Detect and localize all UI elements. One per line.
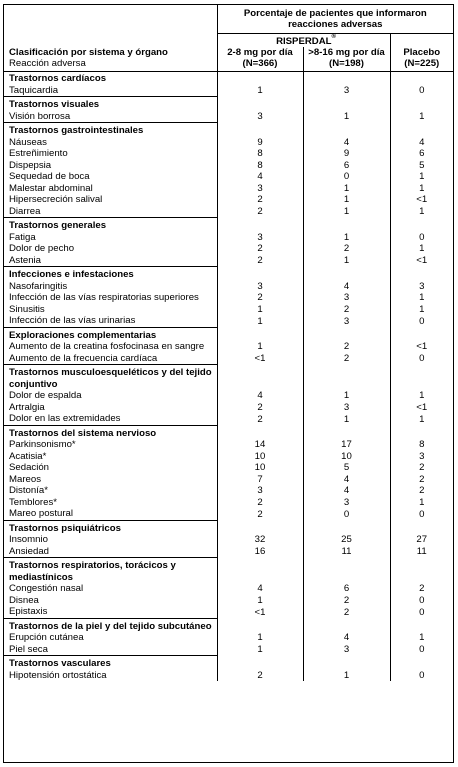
reaction-name: Disnea [9,594,39,606]
value-2-8mg: 8 [217,160,303,172]
value-2-8mg: 1 [217,595,303,607]
value-8-16mg: 0 [303,508,390,520]
reaction-row [4,341,453,353]
reaction-row [4,606,453,618]
value-8-16mg: 0 [303,171,390,183]
value-placebo: 1 [390,111,453,123]
value-placebo: 2 [390,583,453,595]
value-2-8mg: 3 [217,232,303,244]
value-2-8mg: 32 [217,534,303,546]
reaction-row [4,644,453,656]
value-2-8mg: 7 [217,474,303,486]
value-placebo: 27 [390,534,453,546]
category-cell-empty [217,327,303,341]
category-row [4,618,453,632]
reaction-name: Hipersecreción salival [9,194,103,205]
value-placebo: 1 [390,304,453,316]
category-cell-empty [303,365,390,391]
value-2-8mg: 4 [217,390,303,402]
value-2-8mg: 3 [217,111,303,123]
reaction-row [4,194,453,206]
reaction-row [4,137,453,149]
category-cell-empty [390,618,453,632]
brand-name: RISPERDAL [276,36,332,47]
value-2-8mg: 1 [217,632,303,644]
reaction-name: Sedación [9,462,50,473]
value-8-16mg: 17 [303,439,390,451]
value-2-8mg: 1 [217,85,303,97]
reaction-row [4,160,453,172]
reaction-row [4,595,453,607]
adverse-reactions-table [4,5,453,681]
reaction-name: Taquicardia [9,84,59,96]
value-placebo: <1 [390,194,453,206]
value-8-16mg: 2 [303,595,390,607]
value-8-16mg: 2 [303,243,390,255]
value-placebo: 0 [390,85,453,97]
reaction-name: Insomnio [9,534,48,545]
value-2-8mg: 9 [217,137,303,149]
value-8-16mg: 4 [303,474,390,486]
value-8-16mg: 5 [303,462,390,474]
row-label-header [4,5,217,72]
value-placebo: 1 [390,183,453,195]
col-header-8-16mg: >8-16 mg por día (N=198) [303,47,390,72]
reaction-name: Estreñimiento [9,148,68,159]
percent-title: Porcentaje de pacientes que informaron reacciones adversas [217,5,453,34]
category-row [4,97,453,111]
category-cell-empty [390,97,453,111]
category-row [4,218,453,232]
reaction-row [4,546,453,558]
category-title: Infecciones e infestaciones [4,267,217,281]
value-2-8mg: 2 [217,670,303,682]
value-placebo: 3 [390,451,453,463]
value-placebo: 2 [390,462,453,474]
category-title: Trastornos respiratorios, torácicos y mediastínicos [4,558,217,584]
category-row [4,123,453,137]
reaction-name: Astenia [9,254,41,266]
value-8-16mg: 6 [303,583,390,595]
category-title: Trastornos visuales [4,97,217,111]
value-2-8mg: 10 [217,462,303,474]
reaction-name: Congestión nasal [9,583,84,594]
value-2-8mg: 2 [217,206,303,218]
category-title: Exploraciones complementarias [4,327,217,341]
category-row [4,365,453,391]
reaction-row [4,402,453,414]
category-cell-empty [217,558,303,584]
value-2-8mg: 1 [217,341,303,353]
reaction-name: Mareo postural [9,508,73,519]
brand-header [217,34,390,48]
category-title: Trastornos cardíacos [9,73,107,84]
value-2-8mg: 4 [217,171,303,183]
category-cell-empty [303,97,390,111]
value-8-16mg: 1 [303,111,390,123]
value-placebo: <1 [390,402,453,414]
reaction-name: Mareos [9,473,41,485]
category-cell-empty [217,618,303,632]
reaction-name: Malestar abdominal [9,182,93,194]
value-8-16mg: 1 [303,670,390,682]
category-title: Trastornos musculoesqueléticos y del tejido conjuntivo [4,365,217,391]
value-2-8mg: 3 [217,485,303,497]
reaction-name: Epistaxis [9,606,48,617]
category-cell-empty [303,558,390,584]
reaction-name: Parkinsonismo* [9,439,76,450]
reaction-name: Dolor de pecho [9,243,75,254]
category-cell-empty [390,72,453,85]
category-cell-empty [303,327,390,341]
category-cell-empty [217,365,303,391]
row-label-classification: Clasificación por sistema y órgano [9,47,168,58]
value-2-8mg: 1 [217,315,303,327]
brand-mark: ® [331,34,336,40]
value-placebo: 0 [390,670,453,682]
value-2-8mg: <1 [217,353,303,365]
category-title: Trastornos psiquiátricos [4,520,217,534]
value-2-8mg: 14 [217,439,303,451]
brand-spacer [390,34,453,48]
reaction-row [4,85,453,97]
reaction-name: Piel seca [9,643,48,655]
value-2-8mg: 2 [217,402,303,414]
value-8-16mg: 3 [303,315,390,327]
value-8-16mg: 2 [303,606,390,618]
value-2-8mg: 10 [217,451,303,463]
reaction-row [4,534,453,546]
col-header-2-8mg: 2-8 mg por día (N=366) [217,47,303,72]
value-2-8mg: 16 [217,546,303,558]
value-8-16mg: 1 [303,413,390,425]
reaction-name: Distonía* [9,485,48,496]
value-8-16mg: 1 [303,390,390,402]
value-2-8mg: 2 [217,413,303,425]
reaction-row [4,413,453,425]
reaction-name: Aumento de la creatina fosfocinasa en sangre [9,341,205,352]
value-8-16mg: 1 [303,206,390,218]
value-2-8mg: 4 [217,583,303,595]
value-8-16mg: 4 [303,485,390,497]
category-cell-empty [390,267,453,281]
reaction-row [4,304,453,316]
value-placebo: 1 [390,292,453,304]
value-2-8mg: <1 [217,606,303,618]
reaction-row [4,171,453,183]
value-8-16mg: 1 [303,183,390,195]
category-cell-empty [303,123,390,137]
category-cell-empty [390,123,453,137]
category-cell-empty [217,72,303,85]
value-placebo: 3 [390,281,453,293]
value-placebo: 1 [390,497,453,509]
category-cell-empty [303,520,390,534]
category-row [4,558,453,584]
reaction-name: Infección de las vías respiratorias superiores [9,292,199,303]
category-cell-empty [390,365,453,391]
value-2-8mg: 2 [217,194,303,206]
category-cell-empty [390,656,453,670]
value-8-16mg: 3 [303,402,390,414]
category-cell-empty [303,72,390,85]
value-8-16mg: 11 [303,546,390,558]
value-8-16mg: 1 [303,255,390,267]
value-2-8mg: 2 [217,292,303,304]
category-cell-empty [390,218,453,232]
value-8-16mg: 3 [303,85,390,97]
value-placebo: 1 [390,206,453,218]
value-8-16mg: 4 [303,632,390,644]
category-row [4,656,453,670]
value-8-16mg: 6 [303,160,390,172]
value-2-8mg: 2 [217,508,303,520]
reaction-row [4,281,453,293]
value-8-16mg: 4 [303,281,390,293]
value-8-16mg: 25 [303,534,390,546]
value-placebo: 4 [390,137,453,149]
category-cell-empty [217,267,303,281]
value-8-16mg: 3 [303,292,390,304]
value-8-16mg: 9 [303,148,390,160]
value-2-8mg: 3 [217,183,303,195]
value-2-8mg: 1 [217,644,303,656]
value-placebo: 11 [390,546,453,558]
category-row [4,520,453,534]
reaction-name: Visión borrosa [9,110,71,122]
category-row [4,267,453,281]
category-cell-empty [217,97,303,111]
value-2-8mg: 2 [217,243,303,255]
reaction-row [4,243,453,255]
value-2-8mg: 8 [217,148,303,160]
reaction-name: Temblores* [9,496,57,508]
category-row [4,72,453,85]
reaction-row [4,632,453,644]
reaction-row [4,206,453,218]
header-row-title [4,5,453,34]
value-placebo: 0 [390,353,453,365]
value-2-8mg: 2 [217,497,303,509]
reaction-name: Fatiga [9,231,36,243]
reaction-row [4,583,453,595]
value-8-16mg: 1 [303,232,390,244]
value-placebo: 2 [390,474,453,486]
reaction-name: Sequedad de boca [9,171,90,182]
value-placebo: 0 [390,315,453,327]
col-header-placebo: Placebo (N=225) [390,47,453,72]
value-8-16mg: 4 [303,137,390,149]
value-placebo: 1 [390,413,453,425]
category-title: Trastornos vasculares [4,656,217,670]
value-8-16mg: 2 [303,341,390,353]
reaction-row [4,111,453,123]
value-placebo: 0 [390,595,453,607]
reaction-name: Dispepsia [9,159,52,171]
category-cell-empty [303,618,390,632]
reaction-row [4,183,453,195]
reaction-name: Aumento de la frecuencia cardíaca [9,352,158,364]
reaction-row [4,315,453,327]
reaction-name: Artralgia [9,401,45,413]
value-8-16mg: 3 [303,497,390,509]
category-cell-empty [303,425,390,439]
reaction-name: Infección de las vías urinarias [9,315,136,326]
category-cell-empty [390,520,453,534]
reaction-name: Náuseas [9,136,47,148]
category-cell-empty [217,123,303,137]
value-placebo: 0 [390,606,453,618]
row-label-reaction: Reacción adversa [9,58,86,69]
category-cell-empty [303,267,390,281]
category-cell-empty [217,520,303,534]
value-8-16mg: 2 [303,353,390,365]
value-8-16mg: 1 [303,194,390,206]
value-2-8mg: 1 [217,304,303,316]
reaction-row [4,232,453,244]
value-placebo: 5 [390,160,453,172]
category-title: Trastornos del sistema nervioso [4,425,217,439]
category-cell-empty [217,425,303,439]
reaction-row [4,497,453,509]
category-cell-empty [303,656,390,670]
category-cell-empty [217,218,303,232]
reaction-name: Hipotensión ortostática [9,669,107,681]
category-cell-empty [390,425,453,439]
reaction-name: Diarrea [9,205,41,217]
value-placebo: 2 [390,485,453,497]
reaction-row [4,670,453,682]
reaction-row [4,390,453,402]
reaction-name: Sinusitis [9,303,45,315]
reaction-row [4,451,453,463]
reaction-row [4,474,453,486]
category-row [4,327,453,341]
value-placebo: 6 [390,148,453,160]
value-placebo: 0 [390,508,453,520]
value-placebo: 1 [390,390,453,402]
category-cell-empty [390,558,453,584]
value-2-8mg: 2 [217,255,303,267]
value-8-16mg: 10 [303,451,390,463]
reaction-row [4,485,453,497]
value-2-8mg: 3 [217,281,303,293]
value-8-16mg: 3 [303,644,390,656]
value-placebo: <1 [390,341,453,353]
reaction-row [4,508,453,520]
category-title: Trastornos de la piel y del tejido subcutáneo [4,618,217,632]
value-placebo: 8 [390,439,453,451]
reaction-name: Ansiedad [9,545,50,557]
reaction-row [4,353,453,365]
reaction-name: Dolor de espalda [9,390,82,401]
reaction-row [4,255,453,267]
reaction-row [4,148,453,160]
value-placebo: 1 [390,243,453,255]
value-placebo: 0 [390,644,453,656]
reaction-name: Acatisia* [9,450,47,462]
category-cell-empty [303,218,390,232]
category-title: Trastornos generales [4,218,217,232]
reaction-row [4,292,453,304]
reaction-row [4,439,453,451]
reaction-name: Dolor en las extremidades [9,413,121,424]
category-cell-empty [390,327,453,341]
value-8-16mg: 2 [303,304,390,316]
value-placebo: 1 [390,171,453,183]
value-placebo: 0 [390,232,453,244]
reaction-name: Erupción cutánea [9,632,84,643]
value-placebo: <1 [390,255,453,267]
category-cell-empty [217,656,303,670]
category-title: Trastornos gastrointestinales [4,123,217,137]
category-row [4,425,453,439]
reaction-name: Nasofaringitis [9,280,68,292]
value-placebo: 1 [390,632,453,644]
reaction-row [4,462,453,474]
